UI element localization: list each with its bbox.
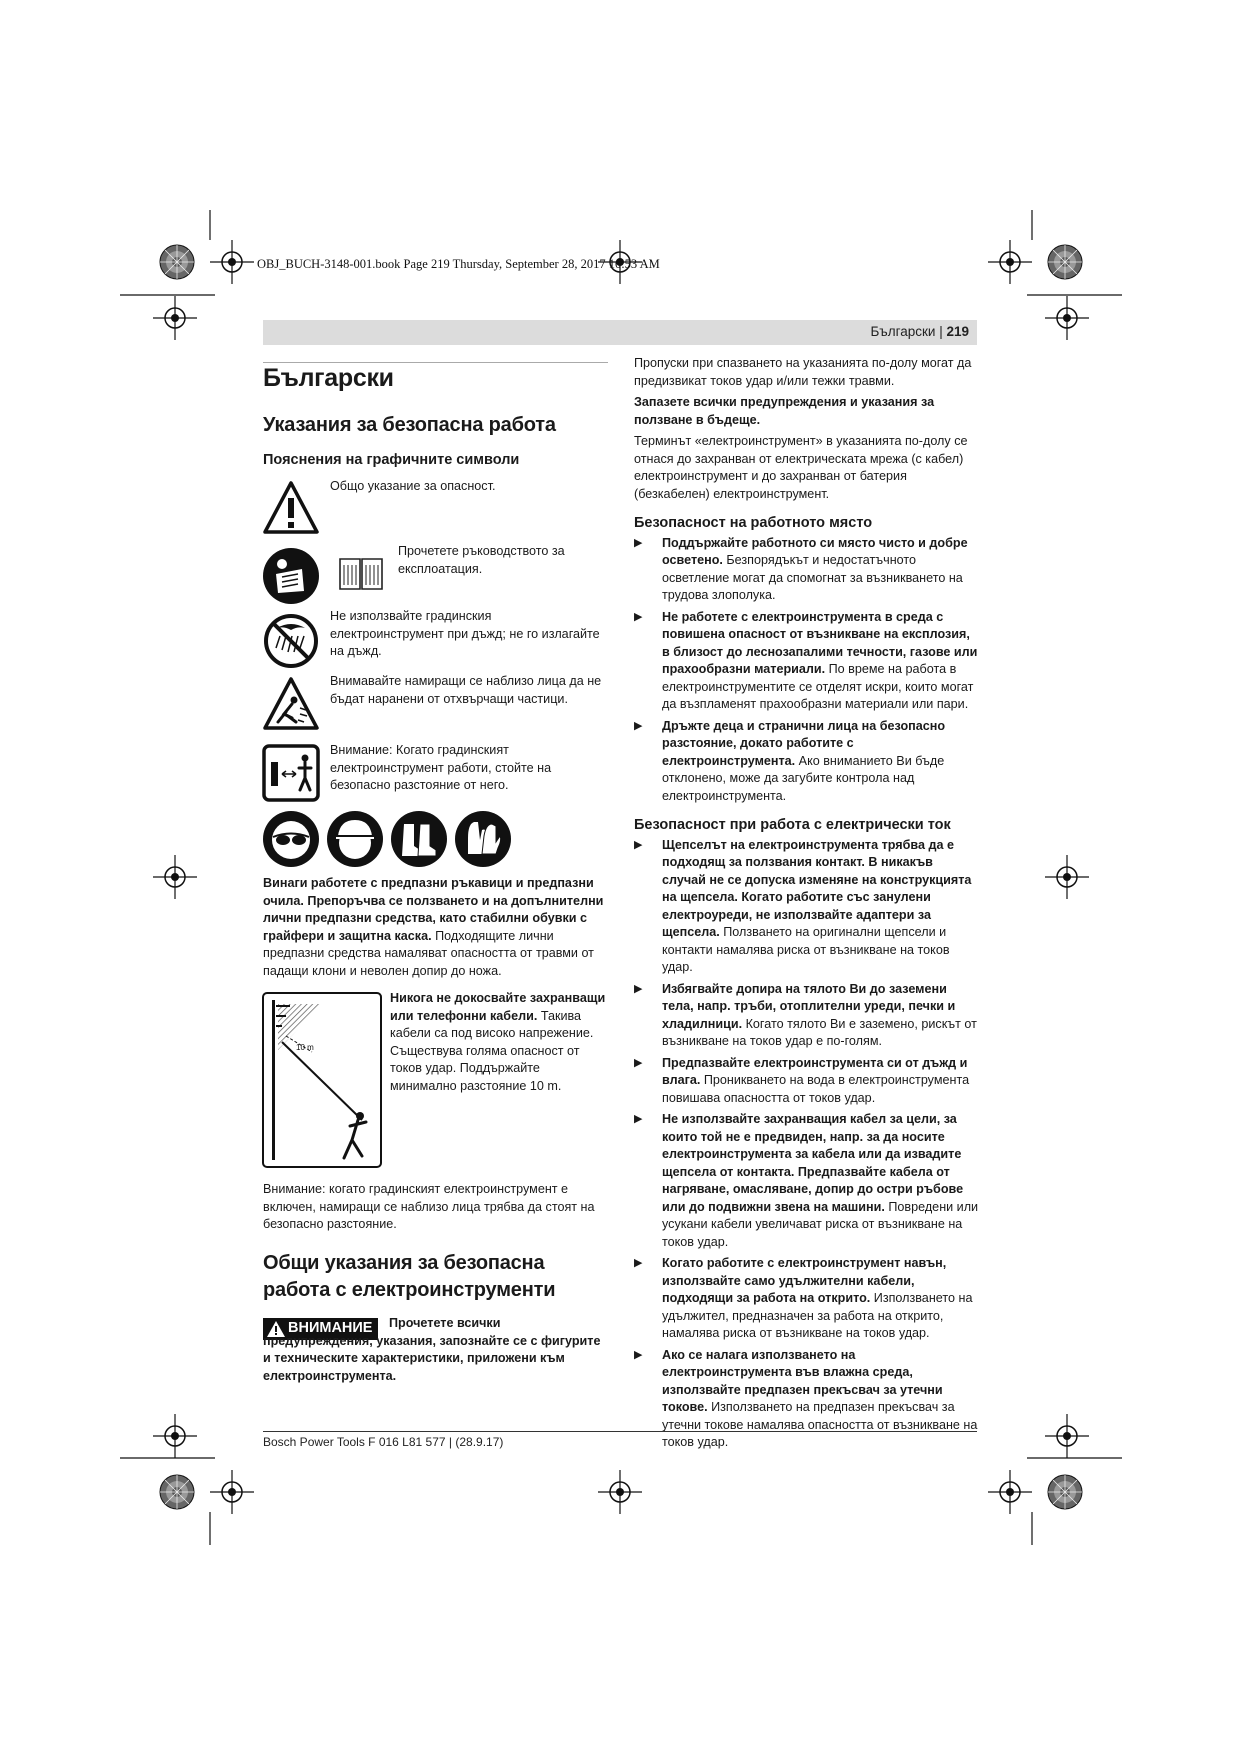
intro-paragraph: Пропуски при спазването на указанията по-долу могат да предизвикат токов удар и/или тежки травми. — [634, 356, 972, 388]
bullet-icon: ▶ — [634, 1113, 643, 1125]
starburst-mark-bottom-right — [1048, 1475, 1082, 1509]
list-item — [634, 718, 979, 806]
item-text: Проникването на вода в електроинструмента повишава опасността от токов удар. — [662, 1073, 970, 1105]
footer-rule — [263, 1431, 977, 1432]
item-bold-text: Когато работите с електроинструмент навън, използвайте само удължителни кабели, подходящи за работа на открито. — [662, 1256, 947, 1305]
cross-mark — [210, 240, 254, 284]
electrical-safety-heading: Безопасност при работа с електрически ток — [634, 817, 951, 833]
symbol-rain-text: Не използвайте градинския електроинструмент при дъжд; не го излагайте на дъжд. — [330, 609, 600, 658]
bullet-icon: ▶ — [634, 1348, 643, 1361]
section-title-safety: Указания за безопасна работа — [263, 414, 556, 436]
footer-text: Bosch Power Tools F 016 L81 577 | (28.9.17) — [263, 1435, 504, 1449]
item-text: Когато тялото Ви е заземено, рискът от възникване на токов удар е по-голям. — [662, 1016, 977, 1048]
list-item — [634, 837, 979, 977]
page-number: 219 — [946, 324, 969, 339]
safety-glasses-icon — [262, 810, 320, 868]
workplace-safety-list — [634, 535, 979, 806]
list-item — [634, 535, 979, 605]
item-bold-text: Поддържайте работното си място чисто и добре осветено. — [662, 535, 968, 567]
symbols-heading: Пояснения на графичните символи — [263, 452, 520, 468]
symbol-manual-text: Прочетете ръководството за експлоатация. — [398, 544, 565, 576]
item-text: Повредени или усукани кабели увеличават риска от възникване на токов удар. — [662, 1199, 979, 1249]
item-bold-text: Избягвайте допира на тялото Ви до заземени тела, напр. тръби, отоплителни уреди, печки и хладилници. — [662, 981, 956, 1031]
item-text: Използването на удължител, предназначен за работа на открито, намалява риска от възникване на токов удар. — [662, 1291, 973, 1340]
right-column — [634, 355, 979, 1456]
symbol-general-text: Общо указание за опасност. — [330, 479, 496, 493]
ppe-bold: Винаги работете с предпазни ръкавици и предпазни очила. Препоръчва се ползването и на допълнителни лични предпазни средства, като стабилни обувки с грайфери и защитна каска. — [263, 876, 604, 943]
list-item — [634, 1255, 979, 1343]
list-item — [634, 609, 979, 714]
cross-mark — [988, 1470, 1032, 1514]
starburst-mark-top-right — [1048, 245, 1082, 279]
cable-bold: Никога не докосвайте захранващи или телефонни кабели. — [390, 991, 606, 1023]
item-text: Използването на предпазен прекъсвач за утечни токове намалява опасността от възникване на токов удар. — [662, 1400, 978, 1449]
list-item — [634, 1111, 979, 1251]
bullet-icon: ▶ — [634, 719, 643, 732]
item-bold-text: Щепселът на електроинструмента трябва да е подходящ за ползвания контакт. В никакъв случай не се допуска изменяне на конструкцията на щепсела. Когато работите със занулени електроуреди, не използвайте адаптери за щепсела. — [662, 837, 972, 939]
item-text: По време на работа в електроинструментите се отделят искри, които могат да възпламенят прахообразни материали или пари. — [662, 662, 974, 711]
item-bold-text: Не работете с електроинструмента в среда с повишена опасност от възникване на експлозия, в близост до леснозапалими течности, газове или прахообразни материали. — [662, 609, 978, 676]
item-bold-text: Не използвайте захранващия кабел за цели, за които той не е предвиден, напр. за да носите електроинструмента за кабела или да извадите щепсела от контакта. Предпазвайте кабела от нагряване, омасляване, допир до остри ръбове или до подвижни звена на машини. — [662, 1112, 964, 1214]
item-bold-text: Ако се налага използването на електроинструмента във влажна среда, използвайте предпазен прекъсвач за утечни токове. — [662, 1347, 943, 1414]
starburst-mark-top-left — [160, 245, 194, 279]
power-line-illustration — [262, 992, 382, 1168]
intro-keep-warnings: Запазете всички предупреждения и указания за ползване в бъдеще. — [634, 395, 935, 427]
cross-mark — [598, 1470, 642, 1514]
running-header: Български | 219 — [263, 320, 977, 345]
page-title: Български — [263, 364, 394, 392]
list-item — [634, 981, 979, 1051]
read-manual-icon — [262, 547, 320, 605]
cross-mark — [1045, 855, 1089, 899]
cross-mark — [1045, 1414, 1089, 1458]
no-rain-icon — [262, 612, 320, 670]
list-item — [634, 1347, 979, 1452]
intro-term-definition: Терминът «електроинструмент» в указанията по-долу се отнася до захранван от електрическата мрежа (с кабел) електроинструмент и до захранван от батерия (безкабелен) електроинструмент. — [634, 434, 968, 501]
symbol-debris-text: Внимавайте намиращи се наблизо лица да не бъдат наранени от отхвърчащи частици. — [330, 674, 602, 706]
bullet-icon: ▶ — [634, 838, 643, 851]
bullet-icon: ▶ — [634, 1257, 643, 1269]
flying-debris-icon — [262, 676, 320, 732]
cross-mark — [210, 1470, 254, 1514]
cross-mark — [1045, 296, 1089, 340]
bullet-icon: ▶ — [634, 610, 643, 623]
cross-mark — [153, 296, 197, 340]
symbol-distance-text: Внимание: Когато градинският електроинструмент работи, стойте на безопасно разстояние от него. — [330, 743, 552, 792]
cross-mark — [988, 240, 1032, 284]
header-language: Български — [870, 324, 936, 339]
list-item — [634, 1055, 979, 1108]
cable-normal: Такива кабели са под високо напрежение. Съществува голяма опасност от токов удар. Поддържайте минимално разстояние 10 m. — [390, 1008, 594, 1093]
section-title-general: Общи указания за безопасна работа с електроинструменти — [263, 1252, 556, 1301]
warning-text: Прочетете всички предупреждения, указания, запознайте се с фигурите и техническите характеристики, приложени към електроинструмента. — [263, 1316, 601, 1383]
starburst-mark-bottom-left — [160, 1475, 194, 1509]
distance-label: 10 m — [296, 1043, 314, 1052]
cross-mark — [153, 1414, 197, 1458]
print-info: OBJ_BUCH-3148-001.book Page 219 Thursday, September 28, 2017 10:53 AM — [257, 257, 660, 271]
warning-triangle-icon — [262, 480, 320, 536]
ppe-normal: Подходящите лични предпазни средства намаляват опасността от травми от падащи клони и неволен допир до ножа. — [263, 928, 594, 978]
open-book-icon — [338, 553, 384, 593]
safety-boots-icon — [390, 810, 448, 868]
protective-gloves-icon — [454, 810, 512, 868]
item-text: Безпорядъкът и недостатъчното осветление могат да спомогнат за възникването на трудова злополука. — [662, 553, 963, 602]
hard-hat-icon — [326, 810, 384, 868]
electrical-safety-list — [634, 837, 979, 1452]
warning-badge-label: ВНИМАНИЕ — [288, 1320, 373, 1336]
bullet-icon: ▶ — [634, 1056, 643, 1069]
item-text: Ползването на оригинални щепсели и контакти намалява риска от възникване на токов удар. — [662, 925, 950, 974]
bullet-icon: ▶ — [634, 536, 643, 549]
column-rule — [263, 362, 608, 363]
ppe-paragraph — [263, 875, 608, 980]
bullet-icon: ▶ — [634, 982, 643, 995]
cross-mark — [153, 855, 197, 899]
item-bold-text: Предпазвайте електроинструмента си от дъжд и влага. — [662, 1055, 968, 1087]
bystander-note: Внимание: когато градинският електроинструмент е включен, намиращи се наблизо лица трябва да стоят на безопасно разстояние. — [263, 1182, 595, 1231]
safe-distance-icon — [262, 744, 320, 802]
cable-warning — [390, 990, 610, 1095]
workplace-safety-heading: Безопасност на работното място — [634, 515, 873, 531]
item-bold-text: Дръжте деца и странични лица на безопасно разстояние, докато работите с електроинструмента. — [662, 718, 946, 768]
item-text: Ако вниманието Ви бъде отклонено, може да загубите контрола над електроинструмента. — [662, 753, 945, 803]
